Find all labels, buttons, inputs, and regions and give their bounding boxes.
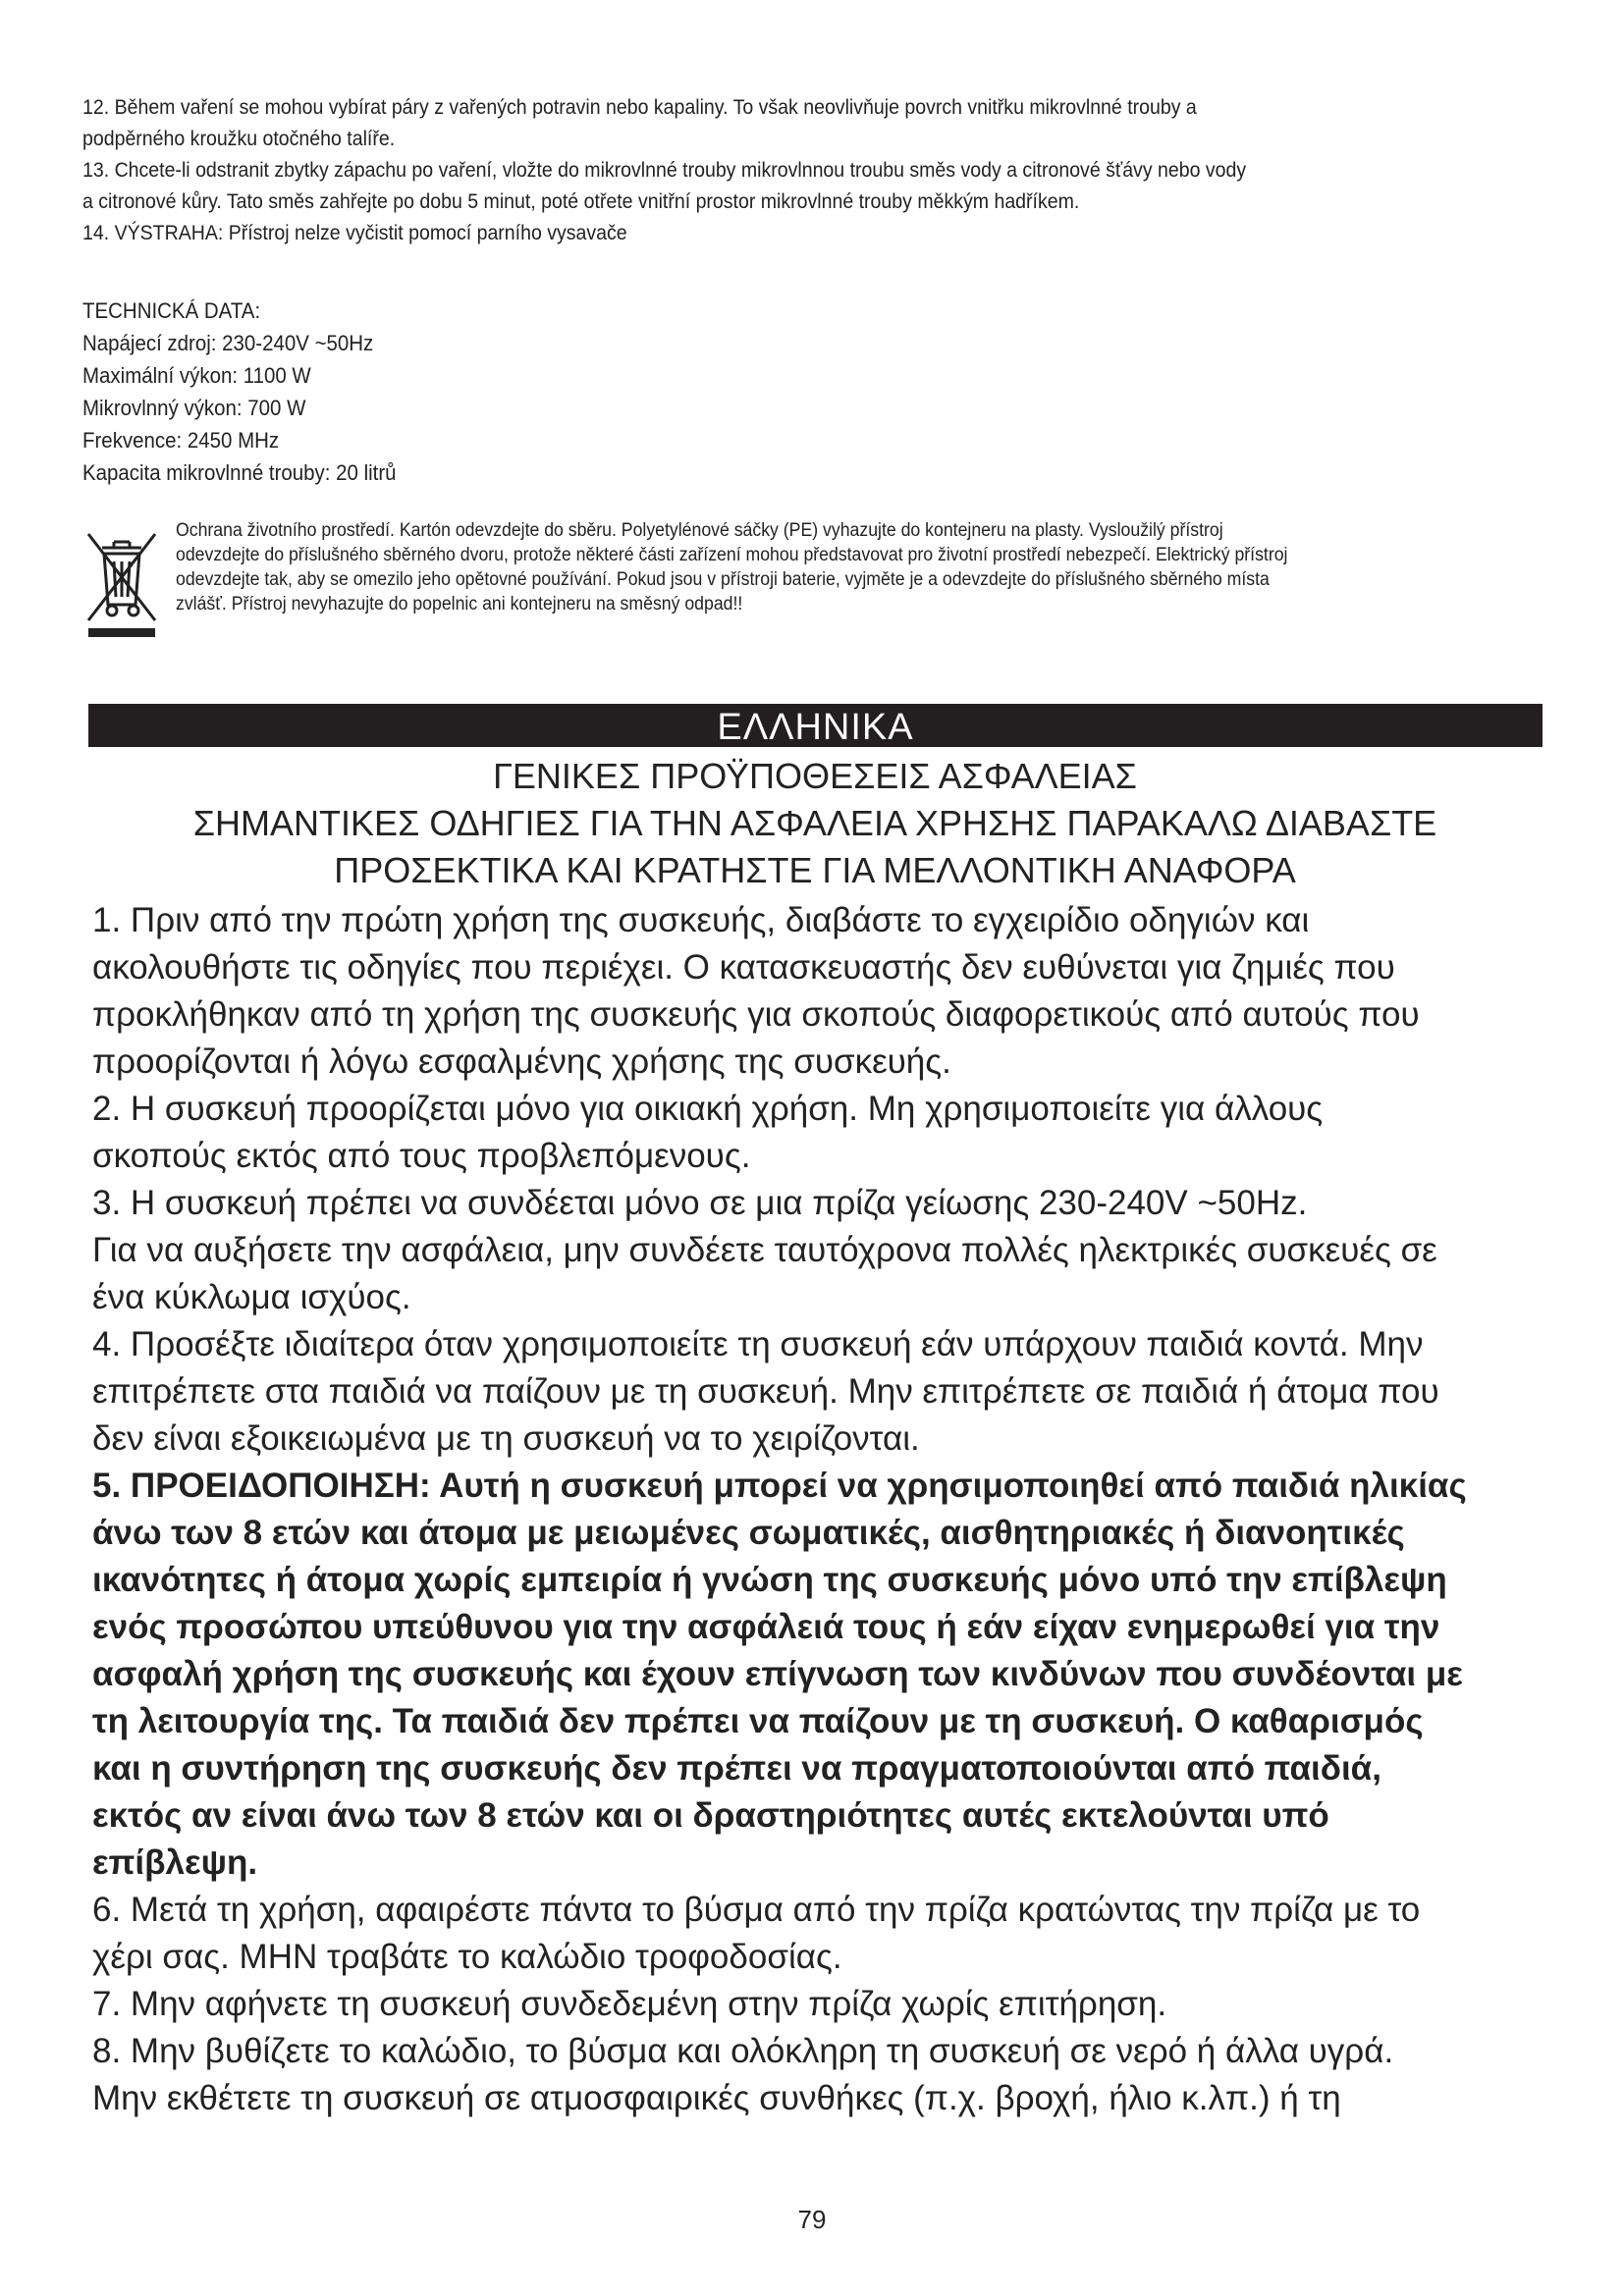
czech-line: 14. VÝSTRAHA: Přístroj nelze vyčistit pomocí parního vysavače bbox=[82, 222, 627, 244]
warning-line: επίβλεψη. bbox=[92, 1843, 258, 1882]
instruction-line: σκοπούς εκτός από τους προβλεπόμενους. bbox=[92, 1137, 751, 1175]
warning-line: εκτός αν είναι άνω των 8 ετών και οι δραστηριότητες αυτές εκτελούνται υπό bbox=[92, 1796, 1329, 1835]
instruction-line: δεν είναι εξοικειωμένα με τη συσκευή να το χειρίζονται. bbox=[92, 1419, 920, 1458]
environment-line: zvlášť. Přístroj nevyhazujte do popelnic ani kontejneru na směsný odpad!! bbox=[176, 594, 743, 614]
greek-safety-instructions bbox=[92, 897, 1543, 2122]
instruction-line: 6. Μετά τη χρήση, αφαιρέστε πάντα το βύσμα από την πρίζα κρατώντας την πρίζα με το bbox=[92, 1891, 1421, 1929]
safety-subheading: ΣΗΜΑΝΤΙΚΕΣ ΟΔΗΓΙΕΣ ΓΙΑ ΤΗΝ ΑΣΦΑΛΕΙΑ ΧΡΗΣΗΣ ΠΑΡΑΚΑΛΩ ΔΙΑΒΑΣΤΕ bbox=[192, 803, 1437, 843]
page-number: 79 bbox=[797, 2205, 827, 2234]
environment-line: odevzdejte tak, aby se omezilo jeho opětovné používání. Pokud jsou v přístroji baterie, vyjměte je a odevzdejte do příslušného sběrného místa bbox=[176, 569, 1270, 590]
technical-data-line: Frekvence: 2450 MHz bbox=[82, 428, 280, 453]
instruction-line: Για να αυξήσετε την ασφάλεια, μην συνδέετε ταυτόχρονα πολλές ηλεκτρικές συσκευές σε bbox=[92, 1231, 1437, 1269]
technical-data-line: Napájecí zdroj: 230-240V ~50Hz bbox=[82, 331, 374, 355]
warning-line: ενός προσώπου υπεύθυνου για την ασφάλειά τους ή εάν είχαν ενημερωθεί για την bbox=[92, 1608, 1440, 1646]
crossed-out-wheelie-bin-icon bbox=[82, 526, 161, 644]
warning-line: 5. ΠΡΟΕΙΔΟΠΟΙΗΣΗ: Αυτή η συσκευή μπορεί να χρησιμοποιηθεί από παιδιά ηλικίας bbox=[92, 1467, 1467, 1505]
instruction-line: ένα κύκλωμα ισχύος. bbox=[92, 1278, 411, 1316]
environment-line: Ochrana životního prostředí. Kartón odevzdejte do sběru. Polyetylénové sáčky (PE) vyhazujte do kontejneru na plasty. Vysloužilý přístroj bbox=[176, 520, 1223, 541]
warning-line: ικανότητες ή άτομα χωρίς εμπειρία ή γνώση της συσκευής μόνο υπό την επίβλεψη bbox=[92, 1561, 1447, 1599]
instruction-line: Μην εκθέτετε τη συσκευή σε ατμοσφαιρικές συνθήκες (π.χ. βροχή, ήλιο κ.λπ.) ή τη bbox=[92, 2079, 1341, 2117]
technical-data bbox=[82, 294, 397, 489]
instruction-line: προκλήθηκαν από τη χρήση της συσκευής για σκοπούς διαφορετικούς από αυτούς που bbox=[92, 995, 1420, 1034]
technical-data-heading: TECHNICKÁ DATA: bbox=[82, 298, 261, 323]
czech-line: 13. Chcete-li odstranit zbytky zápachu po vaření, vložte do mikrovlnné trouby mikrovlnnou troubu směs vody a citronové šťávy nebo vody bbox=[82, 159, 1247, 182]
warning-line: και η συντήρηση της συσκευής δεν πρέπει να πραγματοποιούνται από παιδιά, bbox=[92, 1749, 1381, 1788]
czech-line: 12. Během vaření se mohou vybírat páry z vařených potravin nebo kapaliny. To však neovlivňuje povrch vnitřku mikrovlnné trouby a bbox=[82, 96, 1197, 119]
instruction-line: χέρι σας. ΜΗΝ τραβάτε το καλώδιο τροφοδοσίας. bbox=[92, 1938, 842, 1976]
technical-data-line: Kapacita mikrovlnné trouby: 20 litrů bbox=[82, 460, 397, 485]
warning-line: ασφαλή χρήση της συσκευής και έχουν επίγνωση των κινδύνων που συνδέονται με bbox=[92, 1655, 1463, 1693]
czech-line: podpěrného kroužku otočného talíře. bbox=[82, 128, 396, 150]
instruction-line: 1. Πριν από την πρώτη χρήση της συσκευής, διαβάστε το εγχειρίδιο οδηγιών και bbox=[92, 901, 1310, 939]
warning-line: άνω των 8 ετών και άτομα με μειωμένες σωματικές, αισθητηριακές ή διανοητικές bbox=[92, 1514, 1405, 1552]
warning-line: τη λειτουργία της. Τα παιδιά δεν πρέπει να παίζουν με τη συσκευή. Ο καθαρισμός bbox=[92, 1702, 1424, 1740]
instruction-line: 4. Προσέξτε ιδιαίτερα όταν χρησιμοποιείτε τη συσκευή εάν υπάρχουν παιδιά κοντά. Μην bbox=[92, 1325, 1424, 1363]
czech-instructions bbox=[82, 92, 1452, 249]
czech-line: a citronové kůry. Tato směs zahřejte po dobu 5 minut, poté otřete vnitřní prostor mikrovlnné trouby měkkým hadříkem. bbox=[82, 190, 1080, 213]
safety-heading: ΓΕΝΙΚΕΣ ΠΡΟΫΠΟΘΕΣΕΙΣ ΑΣΦΑΛΕΙΑΣ bbox=[493, 756, 1137, 796]
instruction-line: επιτρέπετε στα παιδιά να παίζουν με τη συσκευή. Μην επιτρέπετε σε παιδιά ή άτομα που bbox=[92, 1372, 1439, 1411]
instruction-line: 7. Μην αφήνετε τη συσκευή συνδεδεμένη στην πρίζα χωρίς επιτήρηση. bbox=[92, 1985, 1167, 2023]
environment-notice bbox=[82, 518, 1555, 656]
instruction-line: 3. Η συσκευή πρέπει να συνδέεται μόνο σε μια πρίζα γείωσης 230-240V ~50Hz. bbox=[92, 1184, 1308, 1222]
technical-data-line: Maximální výkon: 1100 W bbox=[82, 363, 311, 388]
instruction-line: προορίζονται ή λόγω εσφαλμένης χρήσης της συσκευής. bbox=[92, 1042, 951, 1081]
language-section-title: ΕΛΛΗΝΙΚΑ bbox=[88, 704, 1543, 747]
safety-subheading: ΠΡΟΣΕΚΤΙΚΑ ΚΑΙ ΚΡΑΤΗΣΤΕ ΓΙΑ ΜΕΛΛΟΝΤΙΚΗ ΑΝΑΦΟΡΑ bbox=[334, 850, 1296, 890]
instruction-line: 2. Η συσκευή προορίζεται μόνο για οικιακή χρήση. Μη χρησιμοποιείτε για άλλους bbox=[92, 1090, 1324, 1128]
technical-data-line: Mikrovlnný výkon: 700 W bbox=[82, 396, 306, 420]
instruction-line: 8. Μην βυθίζετε το καλώδιο, το βύσμα και ολόκληρη τη συσκευή σε νερό ή άλλα υγρά. bbox=[92, 2032, 1394, 2070]
instruction-line: ακολουθήστε τις οδηγίες που περιέχει. Ο κατασκευαστής δεν ευθύνεται για ζημιές που bbox=[92, 948, 1395, 987]
environment-line: odevzdejte do příslušného sběrného dvoru, protože některé části zařízení mohou představovat pro životní prostředí nebezpečí. Elektrický přístroj bbox=[176, 545, 1288, 565]
